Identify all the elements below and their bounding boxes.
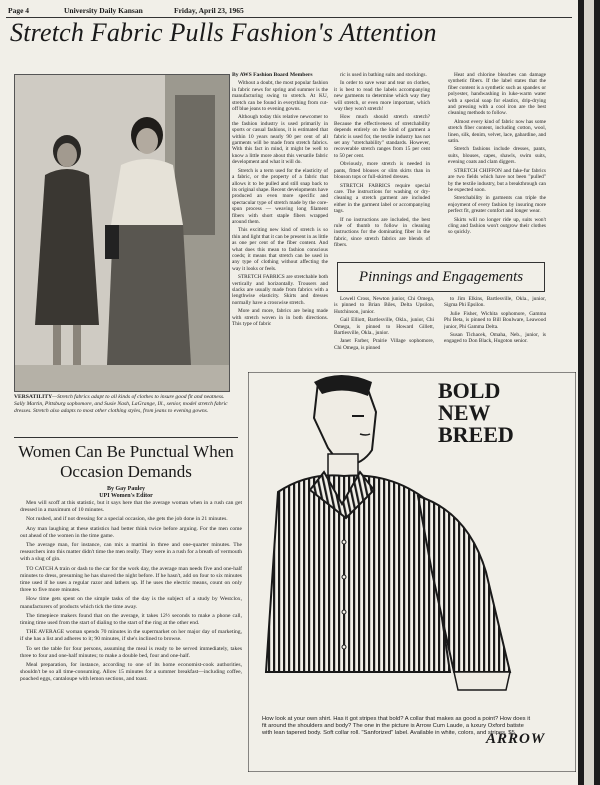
masthead [6, 5, 572, 18]
article-column-2 [334, 72, 430, 258]
article-paragraph: More and more, fabrics are being made with stretch woven in in both directions. This type of fabric [232, 308, 328, 328]
article-paragraph: Stretch fashions include dresses, pants, suits, blouses, capes, shawls, swim suits, evening coats and clam diggers. [448, 146, 546, 166]
page-number: Page 4 [8, 6, 30, 15]
article-paragraph: STRETCH FABRICS require special care. The instructions for washing or dry-cleaning a stretch garment are included either in the garment label or accompanying tags. [334, 182, 430, 215]
article-paragraph: Stretchability in garments can triple the enjoyment of every fashion by insuring more perfect fit, greater comfort and longer wear. [448, 195, 546, 215]
women-paragraph: Meal preparation, for instance, according to one of its home economist-cook authorities, shouldn't be so all time-consuming. Allow 15 minutes for a summer breakfast—including coffee, poached eggs, cantaloupe with lemon sections, and toast. [20, 662, 242, 683]
issue-date: Friday, April 23, 1965 [174, 6, 244, 15]
article-paragraph: Although today this relative newcomer to the fashion industry is used primarily in sports or casual fashions, it is estimated that within 10 years nearly 90 per cent of all garments will be made from stretch fabrics. With this fact in mind, it might be well to know a little more about this versatile fabric development and what it will do. [232, 114, 328, 166]
women-author: By Gay Pauley [106, 486, 145, 492]
page-edge-strip [584, 0, 594, 785]
article-paragraph: If no instructions are included, the best rule of thumb to follow in cleaning instructions for the dominating fiber in the fabric, since stretch fabrics are blends of fibers. [334, 216, 430, 249]
pinning-entry: Gail Elliott, Bartlesville, Okla., junior, Chi Omega, is pinned to Howard Gillett, Bartlesville, Okla., junior. [334, 317, 434, 337]
article-paragraph: This exciting new kind of stretch is so thin and light that it can be present in as little as one per cent of the fiber content. And what does this mean to fashion conscious coeds; it means that stretch can be used in any type of clothing without affecting the way it looks or feels. [232, 227, 328, 272]
women-paragraph: THE AVERAGE woman spends 70 minutes in the supermarket on her major day of marketing, if she has a list and adheres to it; 90 minutes, if she's inclined to browse. [20, 629, 242, 643]
women-paragraph: The average man, for instance, can mix a martini in three and one-quarter minutes. The researchers into this matter didn't time the men really. They were in a rush for a breath of vermouth with a slug of gin. [20, 542, 242, 563]
women-paragraph: To set the table for four persons, assuming the meal is ready to be served immediately, takes three to four and one-half minutes; to make a double bed, four and one-half. [20, 645, 242, 659]
pinnings-title-box [337, 262, 545, 292]
pinning-entry: Janet Farber, Prairie Village sophomore, Chi Omega, is pinned [334, 338, 434, 351]
arrow-logo: ARROW [486, 731, 546, 747]
women-paragraph: The timepiece makers found that on the average, it takes 12½ seconds to make a phone call, timing time used from the start of dialing to the start of the ring at the other end. [20, 612, 242, 627]
ad-headline-line: BREED [438, 422, 514, 447]
pinning-entry: to Jim Elkins, Bartlesville, Okla., junior, Sigma Phi Epsilon. [444, 296, 546, 309]
pinnings-title: Pinnings and Engagements [358, 268, 524, 285]
photo-caption [14, 394, 228, 415]
paper-name: University Daily Kansan [64, 6, 143, 15]
article-column-1 [232, 72, 328, 390]
caption-text: —Stretch fabrics adapt to all kinds of clothes to insure good fit and neatness. Sally Martin, Pittsburg sophomore, and Susie Nash, LaGrange, Ill., senior, model stretch fabric dresses. Stretch also adapts to most other clothing styles, from jeans to evening gowns. [14, 394, 228, 414]
women-byline [16, 486, 236, 500]
ad-copy: How look at your own shirt. Has it got stripes that bold? A collar that makes as good a point? How does it fit around the shoulders and body? The one in the picture is Arrow Cum Laude, a luxury Oxford batiste with lean tapered body. Soft collar roll. "Sanforized" label. Available in white, colors, and stripes. $5. [262, 716, 531, 736]
pinning-entry: Julie Fisher, Wichita sophomore, Gamma Phi Beta, is pinned to Bill Boulware, Leawood junior, Phi Gamma Delta. [444, 310, 546, 330]
women-paragraph: Any man laughing at these statistics had better think twice before arguing. For the men come out ahead of the women in the time game. [20, 525, 242, 539]
article-column-3 [448, 72, 546, 258]
women-paragraph: How time gets spent on the simple tasks of the day is the subject of a study by Westclox, manufacturers of products which tick the time away. [20, 596, 242, 610]
article-paragraph: ric is used in bathing suits and stockings. [340, 72, 427, 78]
article-paragraph: STRETCH FABRICS are stretchable both vertically and horizontally. Trousers and slacks are usually made from fabrics with a lengthwise elasticity. Skirts and dresses normally have a crosswise stretch. [232, 274, 328, 306]
pinning-entry: Lowell Cross, Newton junior, Chi Omega, is pinned to Brian Biles, Delta Upsilon, Hutchinson, junior. [334, 296, 434, 315]
ad-headline-line: NEW [438, 400, 491, 425]
article-paragraph: In order to save wear and tear on clothes, it is best to read the labels accompanying new garments to determine which way they will stretch, or even more important, which way they won't stretch! [334, 80, 430, 113]
article-paragraph: Stretch is a term used for the elasticity of a fabric, or the property of a fabric that allows it to be pulled and still snap back to its original shape. Recent developments have produced an even more specific and spectacular type of stretch made by the core-spun process — weaving long filament fibers with short staple fibers wrapped around them. [232, 167, 328, 225]
article-paragraph: How much should stretch stretch? Because the effectiveness of stretchability depends entirely on the kind of garment a fabric is used for, the textile industry has not set any "stretchability" standards. However, recoverable stretch ranges from 15 per cent to 50 per cent. [334, 114, 430, 159]
article-paragraph: STRETCH CHIFFON and fake-fur fabrics are two fields which have not been "pulled" by the textile industry, but a breakthrough can be expected soon. [448, 167, 546, 193]
caption-lead: VERSATILITY [14, 394, 53, 400]
women-headline: Women Can Be Punctual When Occasion Demands [18, 442, 234, 481]
women-paragraph: Men will scoff at this statistic, but it says here that the average woman when in a rush can get dressed in a maximum of 10 minutes. [20, 500, 242, 514]
pinnings-column-2 [444, 296, 546, 358]
women-article-body [20, 500, 242, 782]
pinning-entry: Susan Tichacek, Omaha, Neb., junior, is engaged to Don Black, Hugoton senior. [444, 332, 546, 345]
article-paragraph: Without a doubt, the most popular fashion in fabric news for spring and summer is the manufacturing swing to stretch. At KU, stretch can be found in everything from cut-off blue jeans to evening gowns. [232, 80, 328, 113]
divider [14, 437, 238, 438]
women-paragraph: Not rushed, and if not dressing for a special occasion, she gets the job done in 21 minutes. [26, 516, 228, 523]
fashion-photo [14, 74, 230, 392]
women-paragraph: TO CATCH A train or dash to the car for the work day, the average man needs five and one-half minutes to dress, presuming he has shaved the night before. If he hasn't, add on four to six minutes time used if he uses a regular razor and lathers up. If he uses the electric means, count on only three to five more minutes. [20, 565, 242, 594]
pinnings-column-1 [334, 296, 434, 358]
article-byline: By AWS Fashion Board Members [232, 72, 313, 78]
article-paragraph: Almost every kind of fabric now has some stretch fiber content, including cotton, wool, linen, silk, denim, velvet, lace, gabardine, and satin. [448, 118, 546, 145]
women-author-title: UPI Women's Editor [99, 493, 153, 499]
article-paragraph: Skirts will no longer ride up, suits won't cling and fashion won't outgrow their clothes so quickly. [448, 216, 546, 236]
ad-headline-line: BOLD [438, 378, 501, 403]
article-paragraph: Heat and chlorine bleaches can damage synthetic fibers. If the label states that the fiber content is a synthetic such as spandex or polyester, handwashing in luke-warm water with a special soap for elastics, drip-drying and pressing with a cool iron are the best cleaning methods to follow. [448, 72, 546, 117]
article-paragraph: Obviously, more stretch is needed in pants, fitted blouses or slim skirts than in blouson tops or full-skirted dresses. [334, 161, 430, 181]
fashion-photo-image [15, 75, 229, 391]
main-headline: Stretch Fabric Pulls Fashion's Attention [10, 18, 437, 47]
ad-headline [438, 380, 530, 446]
